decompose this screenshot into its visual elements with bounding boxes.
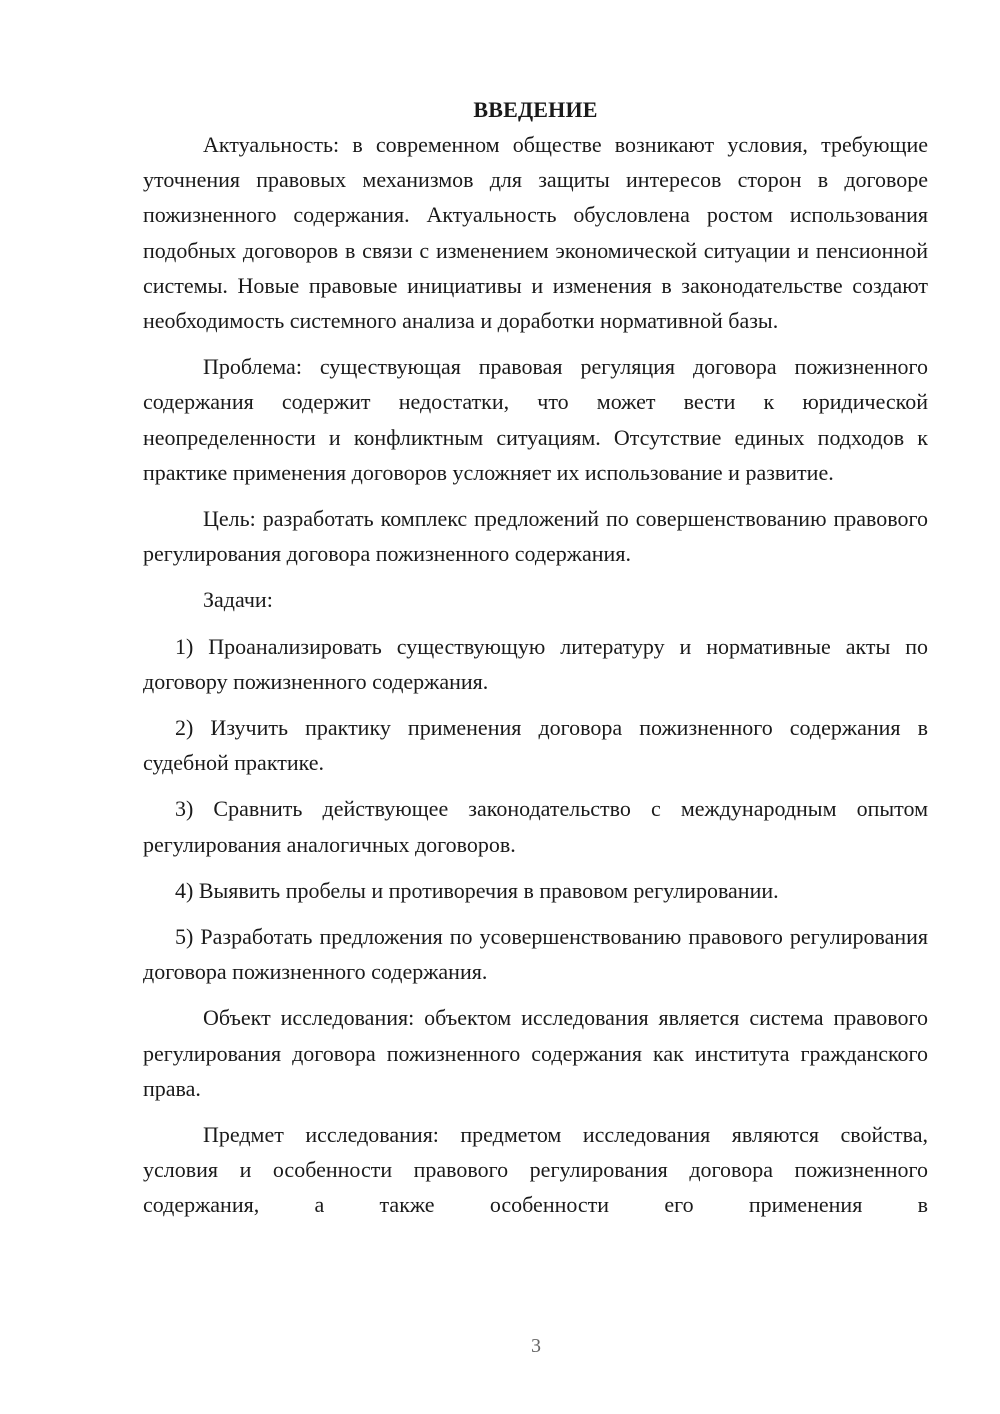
- paragraph-problem: Проблема: существующая правовая регуляция договора пожизненного содержания содержит недостатки, что может вести к юридической неопределенности и конфликтным ситуациям. Отсутствие единых подходов к практике применения договоров усложняет их использование и развитие.: [143, 354, 928, 485]
- paragraph-tasks-heading: Задачи:: [203, 587, 273, 613]
- paragraph-object: Объект исследования: объектом исследования является система правового регулирования договора пожизненного содержания как института гражданского права.: [143, 1005, 928, 1101]
- paragraph-goal: Цель: разработать комплекс предложений по совершенствованию правового регулирования договора пожизненного содержания.: [143, 506, 928, 567]
- document-page: [143, 92, 928, 1234]
- task-item-3: 3) Сравнить действующее законодательство с международным опытом регулирования аналогичных договоров.: [143, 796, 928, 857]
- task-item-2: 2) Изучить практику применения договора пожизненного содержания в судебной практике.: [143, 715, 928, 776]
- paragraph-relevance: Актуальность: в современном обществе возникают условия, требующие уточнения правовых механизмов для защиты интересов сторон в договоре пожизненного содержания. Актуальность обусловлена ростом использования подобных договоров в связи с изменением экономической ситуации и пенсионной системы. Новые правовые инициативы и изменения в законодательстве создают необходимость системного анализа и доработки нормативной базы.: [143, 132, 928, 334]
- task-item-5: 5) Разработать предложения по усовершенствованию правового регулирования договора пожизненного содержания.: [143, 924, 928, 985]
- task-item-1: 1) Проанализировать существующую литературу и нормативные акты по договору пожизненного содержания.: [143, 633, 928, 694]
- paragraph-subject: Предмет исследования: предметом исследования являются свойства, условия и особенности правового регулирования договора пожизненного содержания, а также особенности его применения в: [143, 1122, 928, 1218]
- page-title: ВВЕДЕНИЕ: [473, 97, 598, 122]
- task-item-4: 4) Выявить пробелы и противоречия в правовом регулировании.: [175, 877, 779, 903]
- page-number: 3: [531, 1335, 541, 1357]
